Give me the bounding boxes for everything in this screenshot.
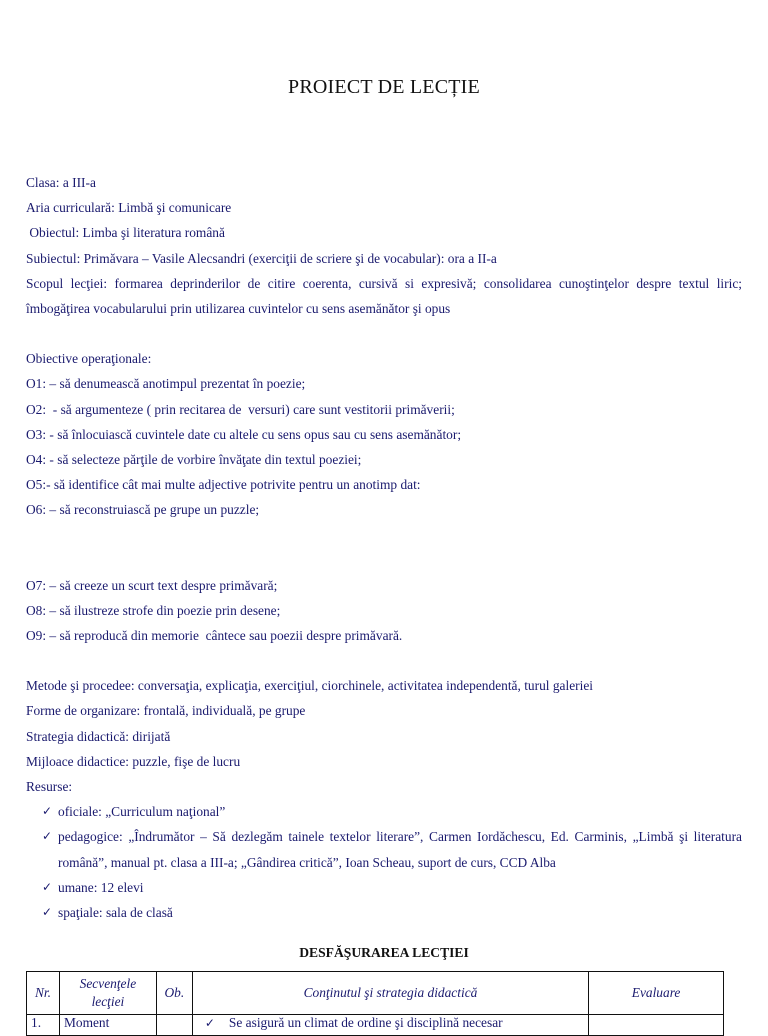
document-title: PROIECT DE LECȚIE [288,76,480,98]
table-row [27,1015,724,1036]
header-content: Conţinutul şi strategia didactică [192,972,588,1015]
cell-content [192,1015,588,1036]
checkmark-icon: ✓ [42,905,53,920]
header-nr: Nr. [27,972,60,1015]
objective-o3: O3: - să înlocuiască cuvintele date cu altele cu sens opus sau cu sens asemănător; [26,426,462,442]
resource-text: oficiale: „Curriculum naţional” [58,804,226,820]
checkmark-icon: ✓ [42,879,53,894]
objective-o5: O5:- să identifice cât mai multe adjective potrivite pentru un anotimp dat: [26,477,421,493]
resources-heading: Resurse: [26,779,73,795]
lesson-details [26,170,742,925]
header-sequence: Secvenţele lecţiei [59,972,156,1015]
objective-o9: O9: – să reproducă din memorie cântece sau poezii despre primăvară. [26,628,403,644]
organization-forms-line: Forme de organizare: frontală, individuală, pe grupe [26,703,306,719]
cell-sequence: Moment [59,1015,156,1036]
table-header-row [27,972,724,1015]
checkmark-icon: ✓ [204,1016,215,1030]
resource-text: umane: 12 elevi [58,879,144,895]
header-evaluation: Evaluare [589,972,724,1015]
checkmark-icon: ✓ [42,829,53,844]
header-ob: Ob. [156,972,192,1015]
lesson-purpose-paragraph: Scopul lecţiei: formarea deprinderilor de citire coerenta, cursivă si expresivă; consolidarea cunoştinţelor despre textul liric; îmbogăţirea vocabularului prin utilizarea cuvintelor cu sens asemănător şi opus [26,275,742,317]
resource-item-pedagogical [26,824,742,874]
resource-item-official [26,799,742,824]
objective-o4: O4: - să selecteze părţile de vorbire învăţate din textul poeziei; [26,452,362,468]
cell-content-text: Se asigură un climat de ordine şi disciplină necesar [228,1015,503,1030]
cell-nr: 1. [27,1015,60,1036]
resource-text: spaţiale: sala de clasă [58,905,173,921]
objectives-heading: Obiective operaţionale: [26,351,152,367]
resource-item-human [26,875,742,900]
resource-item-spatial [26,900,742,925]
resources-list [26,799,742,925]
lesson-plan-table [26,971,724,1036]
objective-o6: O6: – să reconstruiască pe grupe un puzzle; [26,502,260,518]
subject-object-line: Obiectul: Limba şi literatura română [26,225,225,241]
didactic-strategy-line: Strategia didactică: dirijată [26,728,171,744]
objective-o2: O2: - să argumenteze ( prin recitarea de versuri) care sunt vestitorii primăverii; [26,401,455,417]
curricular-area-line: Aria curriculară: Limbă şi comunicare [26,200,232,216]
checkmark-icon: ✓ [42,804,53,819]
methods-line: Metode şi procedee: conversaţia, explicaţia, exerciţiul, ciorchinele, activitatea independentă, turul galeriei [26,678,593,694]
lesson-flow-title: DESFĂŞURAREA LECŢIEI [299,945,469,960]
cell-ob [156,1015,192,1036]
lesson-subject-line: Subiectul: Primăvara – Vasile Alecsandri (exerciţii de scriere şi de vocabular): ora a II-a [26,250,497,266]
class-line: Clasa: a III-a [26,175,96,190]
didactic-means-line: Mijloace didactice: puzzle, fişe de lucru [26,753,241,769]
objective-o7: O7: – să creeze un scurt text despre primăvară; [26,577,278,593]
resource-text: pedagogice: „Îndrumător – Să dezlegăm tainele textelor literare”, Carmen Iordăchescu, Ed. Carminis, „Limbă şi literatura română”, manual pt. clasa a III-a; „Gândirea critică”, Ioan Scheau, suport de curs, CCD Alba [58,829,742,870]
objective-o1: O1: – să denumească anotimpul prezentat în poezie; [26,376,306,392]
objective-o8: O8: – să ilustreze strofe din poezie prin desene; [26,602,281,618]
cell-evaluation [589,1015,724,1036]
